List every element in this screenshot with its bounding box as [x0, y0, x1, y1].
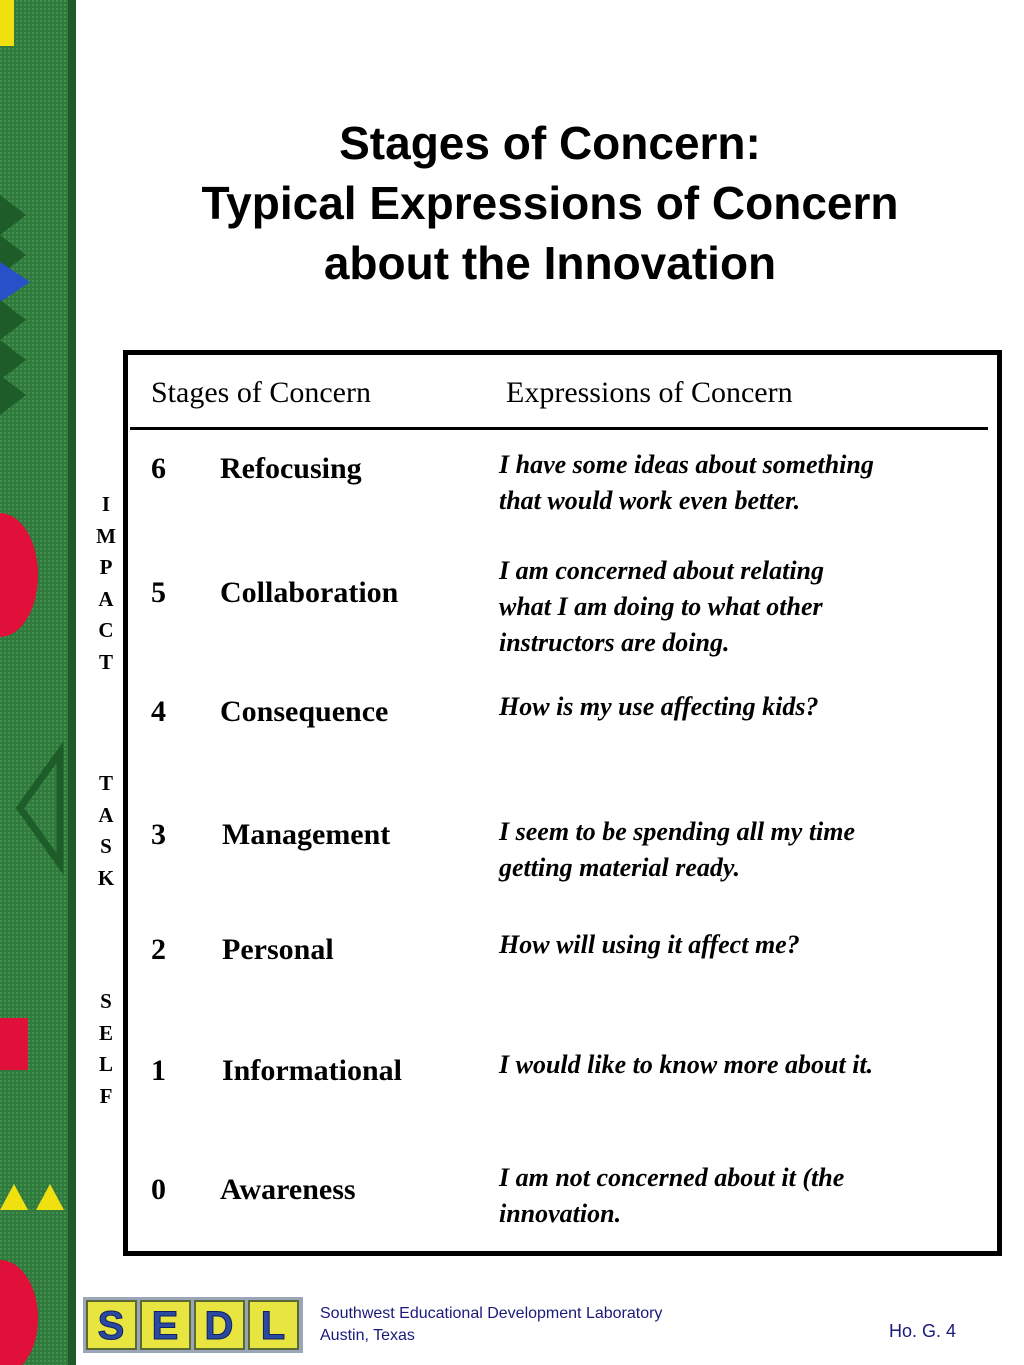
stage-number: 1 [151, 1054, 166, 1087]
stage-name: Collaboration [220, 576, 399, 609]
expression-line: How will using it affect me? [499, 930, 800, 959]
footer-organization [320, 1303, 662, 1347]
title-line-2: Typical Expressions of Concern [201, 177, 899, 229]
stage-number: 5 [151, 576, 166, 609]
stage-expression [499, 927, 979, 963]
expression-line: I seem to be spending all my time [499, 817, 856, 846]
expression-line: I would like to know more about it. [499, 1050, 874, 1079]
expression-line: instructors are doing. [499, 628, 730, 657]
side-letter: F [99, 1083, 113, 1108]
logo-letter-l: L [260, 1304, 286, 1348]
org-name: Southwest Educational Development Laboratory [320, 1305, 663, 1322]
side-letter: T [98, 649, 113, 674]
expression-line: I have some ideas about something [499, 450, 874, 479]
expression-line: that would work even better. [499, 486, 801, 515]
side-letter: P [99, 555, 113, 579]
side-letter: S [100, 834, 112, 858]
title-line-1: Stages of Concern: [339, 117, 761, 169]
expression-line: I am concerned about relating [499, 556, 825, 585]
column-header-expressions: Expressions of Concern [506, 376, 793, 409]
expression-line: getting material ready. [499, 853, 740, 882]
stage-expression [499, 689, 979, 725]
side-letter: C [98, 618, 114, 642]
column-header-stages: Stages of Concern [151, 376, 371, 409]
side-letter: S [100, 989, 112, 1013]
side-letter: E [98, 1020, 113, 1045]
stage-expression [499, 1047, 979, 1083]
stage-expression [499, 1160, 979, 1232]
logo-letter-e: E [151, 1304, 179, 1348]
side-letter: I [101, 492, 111, 516]
stage-name: Consequence [220, 695, 389, 728]
side-letter: L [98, 1052, 113, 1076]
logo-letter-s: S [97, 1304, 125, 1348]
side-letter: T [98, 771, 113, 795]
side-letter: K [97, 865, 115, 890]
stage-name: Informational [222, 1054, 402, 1087]
expression-line: How is my use affecting kids? [499, 692, 819, 721]
stage-name: Management [222, 818, 391, 851]
side-letter: A [98, 586, 114, 611]
side-letter: M [96, 523, 116, 548]
stage-expression [499, 814, 979, 886]
side-letter: A [98, 802, 114, 827]
stage-number: 6 [151, 452, 166, 485]
stage-number: 4 [151, 695, 166, 728]
handout-reference: Ho. G. 4 [889, 1321, 957, 1341]
page-title [80, 113, 1020, 293]
stage-expression [499, 447, 979, 519]
side-label-impact [94, 489, 118, 678]
title-line-3: about the Innovation [323, 237, 777, 289]
side-label-task [94, 768, 118, 894]
header-divider [130, 427, 988, 430]
logo-letter-d: D [204, 1304, 234, 1348]
stage-name: Personal [222, 933, 334, 966]
sedl-logo [83, 1297, 303, 1353]
expression-line: innovation. [499, 1199, 622, 1228]
stage-number: 3 [151, 818, 166, 851]
stage-name: Refocusing [220, 452, 362, 485]
side-label-self [94, 986, 118, 1112]
stage-number: 2 [151, 933, 166, 966]
stage-number: 0 [151, 1173, 166, 1206]
expression-line: I am not concerned about it (the [499, 1163, 845, 1192]
org-location: Austin, Texas [320, 1327, 415, 1344]
decorative-sidebar [0, 0, 76, 1365]
expression-line: what I am doing to what other [499, 592, 823, 621]
stage-expression [499, 553, 979, 661]
stage-name: Awareness [220, 1173, 356, 1206]
